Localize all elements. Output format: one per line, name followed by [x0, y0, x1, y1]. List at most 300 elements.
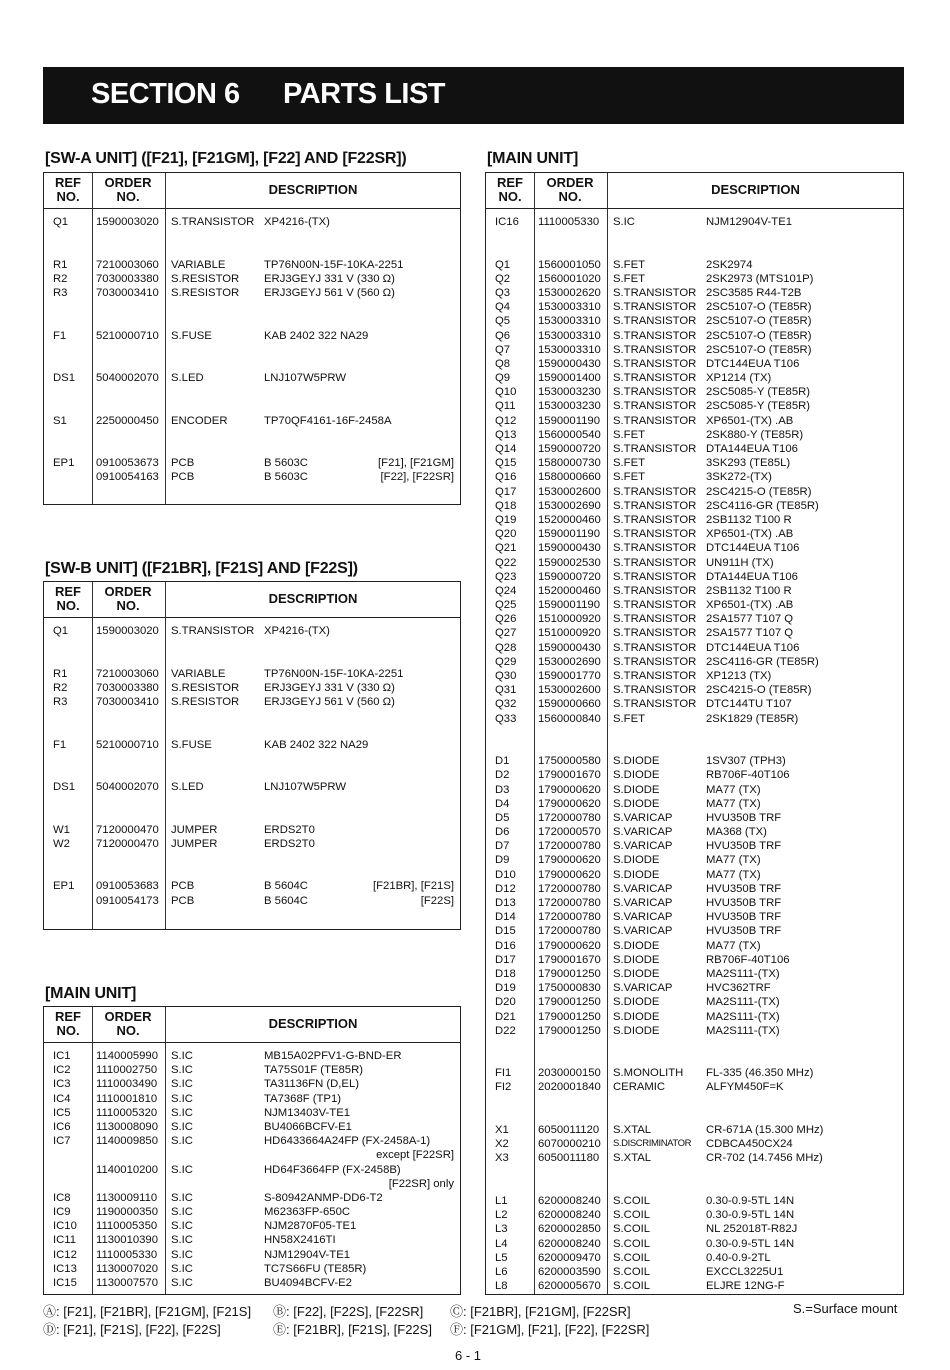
part-number-cell: B 5603C [264, 471, 308, 484]
order-no-cell: 1110003490 [96, 1078, 158, 1091]
part-type-cell: S.TRANSISTOR [613, 485, 697, 498]
ref-no-cell: Q19 [495, 513, 517, 526]
part-type-cell: S.TRANSISTOR [613, 400, 697, 413]
table-row [486, 286, 903, 300]
table-row [44, 709, 460, 723]
table-row [486, 797, 903, 811]
part-number-cell: CDBCA450CX24 [706, 1138, 793, 1151]
table-row [44, 752, 460, 766]
part-number-cell: TP70QF4161-16F-2458A [264, 414, 392, 427]
ref-no-cell: D3 [495, 783, 510, 796]
part-type-cell: S.FET [613, 712, 646, 725]
order-no-cell: 1590000430 [538, 357, 601, 370]
table-row [44, 470, 460, 484]
part-type-cell: S.TRANSISTOR [613, 570, 697, 583]
part-number-cell: ERDS2T0 [264, 837, 315, 850]
version-note-cell: [F21BR], [F21S] [373, 880, 454, 893]
version-note-cell: [F22SR] only [388, 1177, 454, 1190]
order-no-cell: 7210003060 [96, 258, 159, 271]
ref-no-cell: Q10 [495, 386, 517, 399]
table-row [486, 1010, 903, 1024]
ref-no-cell: Q29 [495, 655, 517, 668]
order-no-cell: 1590003020 [96, 216, 159, 228]
table-row [44, 865, 460, 879]
part-number-cell: MB15A02PFV1-G-BND-ER [264, 1050, 402, 1062]
part-type-cell: S.TRANSISTOR [613, 513, 697, 526]
part-number-cell: 2SC5107-O (TE85R) [706, 343, 812, 356]
part-number-cell: 2SC4116-GR (TE85R) [706, 499, 819, 512]
ref-no-cell: Q7 [495, 343, 511, 356]
order-no-cell: 1560001020 [538, 272, 601, 285]
ref-no-cell: W1 [53, 823, 70, 836]
part-number-cell: HVU350B TRF [706, 811, 782, 824]
part-number-cell: 2SK2974 [706, 258, 753, 271]
ref-no-cell: Q6 [495, 329, 511, 342]
part-type-cell: S.IC [171, 1163, 193, 1176]
part-number-cell: 0.30-0.9-5TL 14N [706, 1237, 795, 1250]
table-row [486, 626, 903, 640]
table-header [44, 582, 460, 618]
table-row [44, 851, 460, 865]
table-row [486, 1052, 903, 1066]
part-type-cell: S.VARICAP [613, 840, 673, 853]
table-row [486, 1137, 903, 1151]
ref-no-cell: X2 [495, 1138, 509, 1151]
table-row [44, 837, 460, 851]
ref-no-cell: D22 [495, 1024, 516, 1037]
ref-no-cell: Q27 [495, 627, 517, 640]
part-number-cell: 3SK272-(TX) [706, 471, 772, 484]
order-no-cell: 2020001840 [538, 1081, 601, 1094]
table-header [44, 173, 460, 209]
main-unit-parts-table-right [485, 172, 904, 1295]
part-type-cell: S.TRANSISTOR [613, 599, 697, 612]
table-row [486, 371, 903, 385]
part-type-cell: S.IC [171, 1206, 193, 1219]
ref-no-cell: IC7 [53, 1135, 71, 1148]
table-row [486, 1095, 903, 1109]
ref-no-cell: IC9 [53, 1206, 71, 1219]
table-row [44, 229, 460, 243]
ref-no-cell: Q12 [495, 414, 517, 427]
order-no-cell: 1590000720 [538, 570, 601, 583]
ref-no-cell: D16 [495, 939, 516, 952]
part-number-cell: XP6501-(TX) .AB [706, 599, 794, 612]
ref-no-cell: DS1 [53, 781, 75, 794]
order-no-cell: 1580000730 [538, 457, 601, 470]
table-row [486, 868, 903, 882]
part-type-cell: S.TRANSISTOR [613, 343, 697, 356]
table-row [44, 215, 460, 229]
part-number-cell: 2SC5085-Y (TE85R) [706, 386, 811, 399]
part-number-cell: MA77 (TX) [706, 939, 761, 952]
table-row [486, 825, 903, 839]
part-number-cell: ERDS2T0 [264, 823, 315, 836]
table-row [486, 570, 903, 584]
table-row [44, 624, 460, 638]
order-no-cell: 1110005330 [96, 1248, 158, 1261]
table-row [486, 910, 903, 924]
ref-no-cell: Q15 [495, 457, 517, 470]
part-type-cell: S.FET [613, 471, 646, 484]
order-no-cell: 7030003380 [96, 272, 159, 285]
table-row [486, 924, 903, 938]
ref-no-cell: Q25 [495, 599, 517, 612]
order-no-cell: 1510000920 [538, 627, 601, 640]
part-type-cell: S.TRANSISTOR [613, 641, 697, 654]
part-type-cell: S.TRANSISTOR [613, 613, 697, 626]
table-row [486, 243, 903, 257]
part-type-cell: S.TRANSISTOR [613, 698, 697, 711]
ref-no-cell: D17 [495, 953, 516, 966]
ref-no-cell: L1 [495, 1194, 508, 1207]
order-no-cell: 1560000540 [538, 428, 601, 441]
order-no-cell: 2030000150 [538, 1067, 601, 1080]
ref-no-cell: IC5 [53, 1106, 71, 1119]
ref-no-cell: IC8 [53, 1191, 71, 1204]
table-row [486, 258, 903, 272]
part-type-cell: S.TRANSISTOR [613, 655, 697, 668]
part-type-cell: S.TRANSISTOR [613, 556, 697, 569]
table-row [486, 1194, 903, 1208]
part-type-cell: S.VARICAP [613, 897, 673, 909]
ref-no-cell: Q31 [495, 684, 517, 697]
table-row [44, 1077, 460, 1091]
ref-no-cell: DS1 [53, 372, 75, 385]
part-type-cell: S.IC [171, 1191, 193, 1204]
part-type-cell: S.COIL [613, 1237, 651, 1250]
part-type-cell: S.MONOLITH [613, 1067, 684, 1080]
part-number-cell: 2SC4116-GR (TE85R) [706, 655, 819, 668]
part-type-cell: S.FET [613, 258, 646, 271]
table-row [486, 1123, 903, 1137]
table-row [486, 853, 903, 867]
part-type-cell: S.RESISTOR [171, 681, 240, 694]
table-row [486, 1166, 903, 1180]
table-row [44, 1205, 460, 1219]
order-no-cell: 7030003410 [96, 695, 159, 708]
ref-no-cell: L5 [495, 1251, 508, 1264]
swa-unit-title: [SW-A UNIT] ([F21], [F21GM], [F22] AND [F22SR]) [45, 150, 407, 167]
table-row [486, 981, 903, 995]
ref-no-cell: D14 [495, 911, 516, 924]
table-row [44, 1248, 460, 1262]
part-number-cell: 2SA1577 T107 Q [706, 613, 794, 626]
ref-no-cell: R2 [53, 272, 68, 285]
order-no-cell: 1750000580 [538, 755, 601, 768]
table-row [44, 385, 460, 399]
part-number-cell: TP76N00N-15F-10KA-2251 [264, 258, 404, 271]
part-type-cell: S.IC [613, 216, 635, 228]
part-type-cell: VARIABLE [171, 667, 226, 680]
order-no-cell: 6050011180 [538, 1152, 600, 1165]
part-number-cell: S-80942ANMP-DD6-T2 [264, 1191, 383, 1204]
order-no-cell: 1110001810 [96, 1092, 158, 1105]
table-row [486, 485, 903, 499]
part-type-cell: S.TRANSISTOR [613, 443, 697, 455]
ref-no-cell: Q16 [495, 471, 517, 484]
part-number-cell: TP76N00N-15F-10KA-2251 [264, 667, 404, 680]
table-row [486, 612, 903, 626]
order-no-cell: 1110005330 [538, 216, 600, 228]
part-type-cell: S.DISCRIMINATOR [613, 1138, 692, 1150]
part-number-cell: DTC144EUA T106 [706, 357, 800, 370]
ref-no-cell: Q22 [495, 556, 517, 569]
ref-no-cell: D9 [495, 854, 510, 867]
part-type-cell: S.RESISTOR [171, 695, 240, 708]
part-number-cell: 2SC5085-Y (TE85R) [706, 400, 811, 413]
ref-no-cell: IC11 [53, 1234, 77, 1247]
order-no-cell: 1530003310 [538, 343, 601, 356]
table-row [44, 808, 460, 822]
part-number-cell: 2SK2973 (MTS101P) [706, 272, 814, 285]
order-no-cell: 1590000430 [538, 542, 601, 555]
part-number-cell: TA75S01F (TE85R) [264, 1064, 363, 1077]
order-no-cell: 1590000430 [538, 641, 601, 654]
table-row [44, 258, 460, 272]
ref-no-cell: IC1 [53, 1050, 71, 1062]
table-row [486, 499, 903, 513]
ref-no-cell: Q2 [495, 272, 511, 285]
part-number-cell: MA77 (TX) [706, 868, 761, 881]
ref-no-cell: D5 [495, 811, 510, 824]
ref-no-cell: Q30 [495, 670, 517, 682]
version-note-cell: except [F22SR] [376, 1149, 454, 1162]
part-type-cell: S.IC [171, 1234, 193, 1247]
part-number-cell: FL-335 (46.350 MHz) [706, 1067, 814, 1080]
legend-item: Ⓔ: [F21BR], [F21S], [F22S] [273, 1321, 432, 1337]
part-type-cell: S.COIL [613, 1223, 651, 1236]
part-type-cell: S.IC [171, 1262, 193, 1275]
order-no-cell: 0910054163 [96, 471, 159, 484]
ref-no-cell: D6 [495, 826, 510, 839]
description-header: DESCRIPTION [268, 1016, 358, 1031]
ref-no-cell: Q21 [495, 542, 517, 555]
table-row [44, 681, 460, 695]
table-row [44, 879, 460, 893]
part-number-cell: NL 252018T-R82J [706, 1223, 798, 1236]
order-no-cell: 1590002530 [538, 556, 601, 569]
order-no-cell: 1790000620 [538, 854, 601, 867]
table-row [44, 1106, 460, 1120]
table-row [486, 768, 903, 782]
ref-no-header: REF NO. [55, 1009, 81, 1038]
order-no-cell: 1530003310 [538, 301, 601, 314]
part-type-cell: S.COIL [613, 1265, 651, 1278]
part-number-cell: 3SK293 (TE85L) [706, 457, 791, 470]
table-row [44, 1120, 460, 1134]
table-row [486, 953, 903, 967]
table-row [44, 371, 460, 385]
part-type-cell: S.DIODE [613, 755, 660, 768]
table-row [44, 343, 460, 357]
ref-no-cell: EP1 [53, 880, 75, 893]
order-no-cell: 1560001050 [538, 258, 601, 271]
ref-no-header: REF NO. [55, 175, 81, 204]
swb-parts-table [43, 581, 461, 930]
order-no-cell: 1790001250 [538, 996, 601, 1009]
section-title: PARTS LIST [283, 78, 446, 110]
order-no-cell: 1590001190 [538, 528, 600, 541]
table-row [486, 669, 903, 683]
part-type-cell: S.COIL [613, 1194, 651, 1207]
section-banner [43, 67, 904, 124]
order-no-cell: 1590001400 [538, 372, 601, 385]
table-row [486, 470, 903, 484]
table-row [44, 695, 460, 709]
part-type-cell: S.IC [171, 1064, 193, 1077]
part-type-cell: S.TRANSISTOR [613, 670, 697, 682]
part-type-cell: S.IC [171, 1106, 193, 1119]
order-no-cell: 1140005990 [96, 1050, 158, 1062]
table-row [486, 697, 903, 711]
part-number-cell: UN911H (TX) [706, 556, 774, 569]
part-number-cell: 2SC4215-O (TE85R) [706, 684, 812, 697]
table-row [486, 584, 903, 598]
table-row [486, 1180, 903, 1194]
part-type-cell: S.COIL [613, 1209, 651, 1222]
part-type-cell: JUMPER [171, 823, 218, 836]
part-type-cell: CERAMIC [613, 1081, 666, 1094]
page-number: 6 - 1 [455, 1348, 482, 1363]
order-no-cell: 1530002620 [538, 286, 601, 299]
order-no-cell: 1130007020 [96, 1262, 158, 1275]
table-row [44, 794, 460, 808]
table-row [44, 780, 460, 794]
part-number-cell: DTC144TU T107 [706, 698, 792, 711]
table-row [44, 1276, 460, 1290]
ref-no-cell: D18 [495, 967, 516, 980]
order-no-cell: 1720000780 [538, 840, 601, 853]
table-row [44, 1134, 460, 1148]
order-no-cell: 6200008240 [538, 1194, 601, 1207]
table-row [486, 428, 903, 442]
part-number-cell: LNJ107W5PRW [264, 781, 347, 794]
ref-no-cell: Q28 [495, 641, 517, 654]
part-type-cell: S.COIL [613, 1280, 651, 1293]
order-no-header: ORDER NO. [104, 1009, 152, 1038]
table-row [486, 1222, 903, 1236]
order-no-cell: 1580000660 [538, 471, 601, 484]
table-row [44, 314, 460, 328]
table-row [486, 896, 903, 910]
part-type-cell: S.TRANSISTOR [613, 386, 697, 399]
part-number-cell: 2SC3585 R44-T2B [706, 286, 802, 299]
ref-no-cell: Q32 [495, 698, 517, 711]
ref-no-cell: Q11 [495, 400, 516, 413]
order-no-cell: 7120000470 [96, 837, 159, 850]
part-number-cell: 0.30-0.9-5TL 14N [706, 1209, 795, 1222]
table-row [44, 1262, 460, 1276]
part-type-cell: S.TRANSISTOR [613, 584, 697, 597]
ref-no-cell: L8 [495, 1280, 508, 1293]
order-no-cell: 1530002690 [538, 655, 601, 668]
part-number-cell: XP1213 (TX) [706, 670, 772, 682]
part-number-cell: NJM2870F05-TE1 [264, 1220, 357, 1233]
part-number-cell: ERJ3GEYJ 331 V (330 Ω) [264, 272, 395, 285]
order-no-cell: 1110002750 [96, 1064, 158, 1077]
order-no-cell: 1130007570 [96, 1277, 158, 1289]
part-number-cell: XP4216-(TX) [264, 625, 330, 637]
part-type-cell: S.VARICAP [613, 882, 673, 895]
part-number-cell: MA2S111-(TX) [706, 1024, 780, 1037]
ref-no-cell: R2 [53, 681, 68, 694]
ref-no-cell: Q3 [495, 286, 511, 299]
table-row [486, 300, 903, 314]
part-type-cell: S.VARICAP [613, 982, 673, 995]
part-number-cell: 2SC5107-O (TE85R) [706, 329, 812, 342]
surface-mount-note: S.=Surface mount [793, 1301, 898, 1316]
table-row [486, 811, 903, 825]
part-type-cell: S.DIODE [613, 797, 660, 810]
ref-no-cell: F1 [53, 738, 67, 751]
table-row [486, 967, 903, 981]
ref-no-cell: D21 [495, 1010, 516, 1023]
ref-no-cell: R3 [53, 286, 68, 299]
part-number-cell: HVU350B TRF [706, 925, 782, 938]
order-no-cell: 1720000780 [538, 897, 601, 909]
ref-no-cell: S1 [53, 414, 67, 427]
part-number-cell: HVU350B TRF [706, 911, 782, 924]
table-header [486, 173, 903, 209]
part-type-cell: S.DIODE [613, 953, 660, 966]
part-type-cell: S.VARICAP [613, 925, 673, 938]
part-type-cell: S.LED [171, 781, 204, 794]
ref-no-cell: IC4 [53, 1092, 71, 1105]
order-no-cell: 1590000660 [538, 698, 601, 711]
part-type-cell: S.RESISTOR [171, 272, 240, 285]
table-row [44, 1049, 460, 1063]
table-row [44, 738, 460, 752]
ref-no-cell: D13 [495, 897, 516, 909]
legend-item: Ⓐ: [F21], [F21BR], [F21GM], [F21S] [43, 1304, 252, 1319]
order-no-cell: 1590000720 [538, 443, 601, 455]
order-no-cell: 5040002070 [96, 781, 159, 794]
ref-no-cell: D19 [495, 982, 516, 995]
order-no-cell: 1790000620 [538, 868, 601, 881]
table-row [44, 823, 460, 837]
ref-no-cell: D10 [495, 868, 516, 881]
legend-item: Ⓑ: [F22], [F22S], [F22SR] [273, 1304, 424, 1319]
part-number-cell: TC7S66FU (TE85R) [264, 1262, 367, 1275]
part-number-cell: ERJ3GEYJ 561 V (560 Ω) [264, 695, 395, 708]
part-type-cell: S.TRANSISTOR [613, 684, 697, 697]
part-number-cell: BU4094BCFV-E2 [264, 1277, 352, 1289]
part-type-cell: S.TRANSISTOR [613, 542, 697, 555]
ref-no-cell: Q5 [495, 315, 511, 328]
part-number-cell: HN58X2416TI [264, 1234, 336, 1247]
ref-no-cell: EP1 [53, 457, 75, 470]
part-number-cell: ELJRE 12NG-F [706, 1280, 785, 1293]
part-type-cell: S.XTAL [613, 1152, 652, 1165]
part-number-cell: HVU350B TRF [706, 882, 782, 895]
ref-no-cell: Q1 [53, 216, 69, 228]
part-number-cell: M62363FP-650C [264, 1206, 351, 1219]
order-no-cell: 1530003230 [538, 400, 601, 413]
table-row [44, 766, 460, 780]
order-no-cell: 1530003310 [538, 329, 601, 342]
table-row [44, 1219, 460, 1233]
ref-no-cell: Q33 [495, 712, 517, 725]
table-row [486, 272, 903, 286]
part-number-cell: ERJ3GEYJ 561 V (560 Ω) [264, 286, 395, 299]
part-number-cell: HVU350B TRF [706, 840, 782, 853]
part-type-cell: S.DIODE [613, 854, 660, 867]
table-row [44, 723, 460, 737]
ref-no-cell: FI1 [495, 1067, 512, 1080]
part-number-cell: XP6501-(TX) .AB [706, 414, 794, 427]
part-type-cell: S.TRANSISTOR [171, 216, 255, 228]
